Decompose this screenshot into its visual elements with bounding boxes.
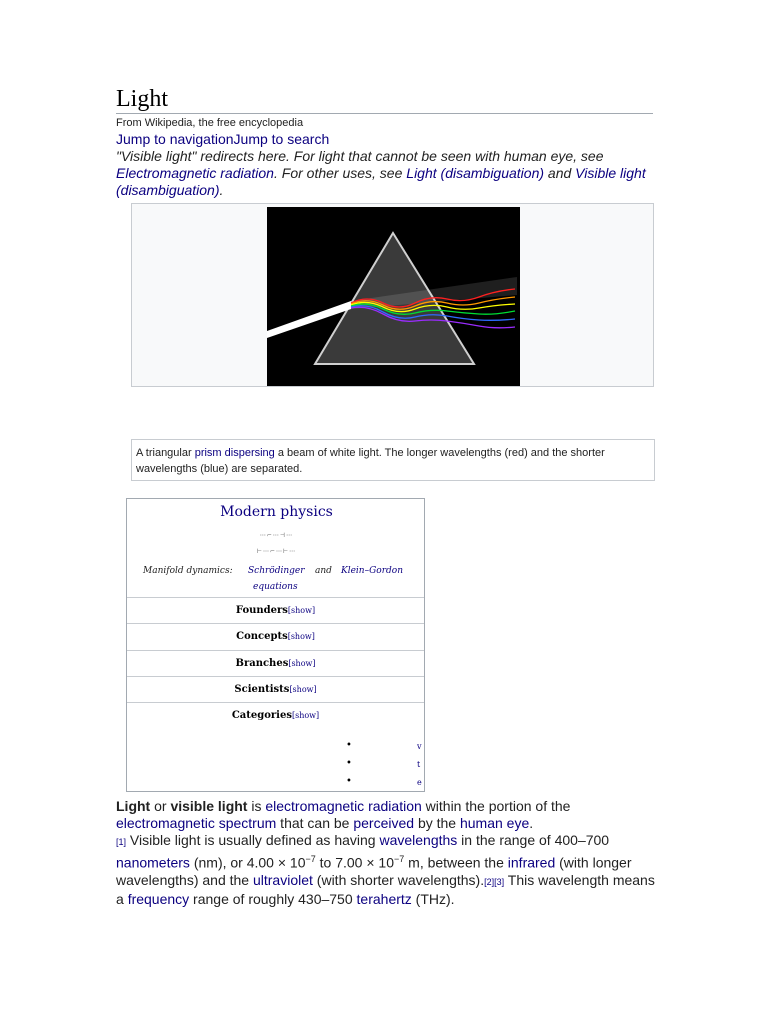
hatnote-link-light-disambiguation[interactable]: Light (disambiguation) (406, 165, 545, 181)
link-perceived[interactable]: perceived (353, 815, 415, 831)
klein-gordon-link[interactable]: Klein–Gordon (341, 566, 403, 576)
schrodinger-link[interactable]: Schrödinger (248, 566, 305, 576)
text: (with shorter wavelengths). (312, 871, 485, 888)
prism-dispersion-image[interactable] (267, 207, 520, 386)
edit-template-link[interactable]: e (417, 778, 422, 787)
list-bullet: • (346, 740, 352, 751)
bold-term: Light (116, 798, 151, 814)
link-frequency[interactable]: frequency (127, 890, 190, 907)
text: Visible light is usually defined as having (126, 832, 380, 848)
text: by the (414, 815, 460, 831)
text: or (150, 798, 171, 814)
caption-text: A triangular (136, 447, 195, 459)
show-toggle[interactable]: [show] (287, 632, 315, 641)
jump-links (116, 131, 329, 147)
bold-term: visible light (170, 798, 248, 814)
link-ultraviolet[interactable]: ultraviolet (252, 871, 313, 888)
group-label: Branches (235, 658, 289, 669)
navbox-group-founders (127, 597, 424, 624)
figure-caption (131, 439, 655, 481)
link-electromagnetic-spectrum[interactable]: electromagnetic spectrum (116, 815, 277, 831)
hatnote-link-electromagnetic-radiation[interactable]: Electromagnetic radiation (116, 165, 274, 181)
figure-thumbnail (131, 203, 654, 387)
group-label: Concepts (236, 631, 288, 642)
navbox-group-concepts (127, 623, 424, 650)
hatnote (116, 148, 656, 199)
site-subtitle: From Wikipedia, the free encyclopedia (116, 117, 304, 129)
page-title: Light (116, 86, 168, 112)
link-human-eye[interactable]: human eye (459, 815, 530, 831)
caption-link-dispersing[interactable]: dispersing (224, 447, 275, 459)
navbox-group-branches (127, 650, 424, 677)
navbox-title[interactable]: Modern physics (220, 504, 333, 520)
modern-physics-navbox (126, 498, 425, 792)
show-toggle[interactable]: [show] (291, 711, 320, 720)
text: to 7.00 × 10 (315, 854, 394, 871)
navbox-group-categories (127, 702, 424, 729)
group-label: Founders (235, 605, 288, 616)
link-electromagnetic-radiation[interactable]: electromagnetic radiation (265, 798, 422, 814)
equation-label: Manifold dynamics: (143, 566, 233, 576)
talk-template-link[interactable]: t (417, 760, 421, 769)
text: within the portion of the (421, 798, 571, 814)
list-bullet: • (346, 758, 352, 769)
title-divider (116, 113, 653, 114)
exponent: −7 (305, 854, 316, 864)
show-toggle[interactable]: [show] (288, 659, 316, 668)
hatnote-text: . (219, 182, 224, 198)
text: range of roughly 430–750 (189, 890, 357, 907)
text: m, between the (404, 854, 508, 871)
caption-text: a beam of white light. The longer wavelengths (red) and the shorter wavelengths (blue) are separated. (136, 447, 605, 475)
view-template-link[interactable]: v (417, 742, 422, 751)
text: (THz). (411, 890, 455, 907)
hatnote-link-visible-light-disambiguation[interactable]: Visible light (disambiguation) (116, 165, 646, 198)
show-toggle[interactable]: [show] (287, 606, 316, 615)
link-wavelengths[interactable]: wavelengths (379, 832, 458, 848)
lead-paragraph (116, 798, 656, 908)
jump-to-search-link[interactable]: Jump to search (233, 131, 330, 147)
text: This wavelength means a (116, 871, 655, 907)
text: . (529, 815, 534, 831)
equation-glyph: ⋯⌐⋯⊣⋯ (259, 532, 294, 539)
link-nanometers[interactable]: nanometers (116, 854, 190, 871)
hatnote-text: . For other uses, see (273, 165, 407, 181)
caption-link-prism[interactable]: prism (194, 447, 222, 459)
hatnote-text: "Visible light" redirects here. For light that cannot be seen with human eye, see (116, 148, 604, 164)
citation-3[interactable]: [3] (494, 876, 505, 887)
link-terahertz[interactable]: terahertz (356, 890, 412, 907)
text: is (247, 798, 266, 814)
list-bullet: • (346, 776, 352, 787)
group-label: Scientists (234, 684, 290, 695)
text: that can be (276, 815, 354, 831)
hatnote-text: and (544, 165, 576, 181)
equation-glyph: ⊢⋯⌐⋯⊢⋯ (256, 548, 297, 555)
exponent: −7 (394, 854, 405, 864)
text: in the range of 400–700 (457, 832, 610, 848)
text: (with longer wavelengths) and the (116, 854, 632, 888)
group-label: Categories (231, 710, 292, 721)
equation-and: and (315, 566, 332, 576)
citation-1[interactable]: [1] (116, 837, 127, 847)
text: (nm), or 4.00 × 10 (189, 854, 306, 871)
navbox-group-scientists (127, 676, 424, 703)
show-toggle[interactable]: [show] (289, 685, 317, 694)
citation-2[interactable]: [2] (484, 876, 495, 887)
link-infrared[interactable]: infrared (507, 854, 556, 871)
jump-to-navigation-link[interactable]: Jump to navigation (116, 131, 234, 147)
equations-link[interactable]: equations (253, 582, 298, 592)
